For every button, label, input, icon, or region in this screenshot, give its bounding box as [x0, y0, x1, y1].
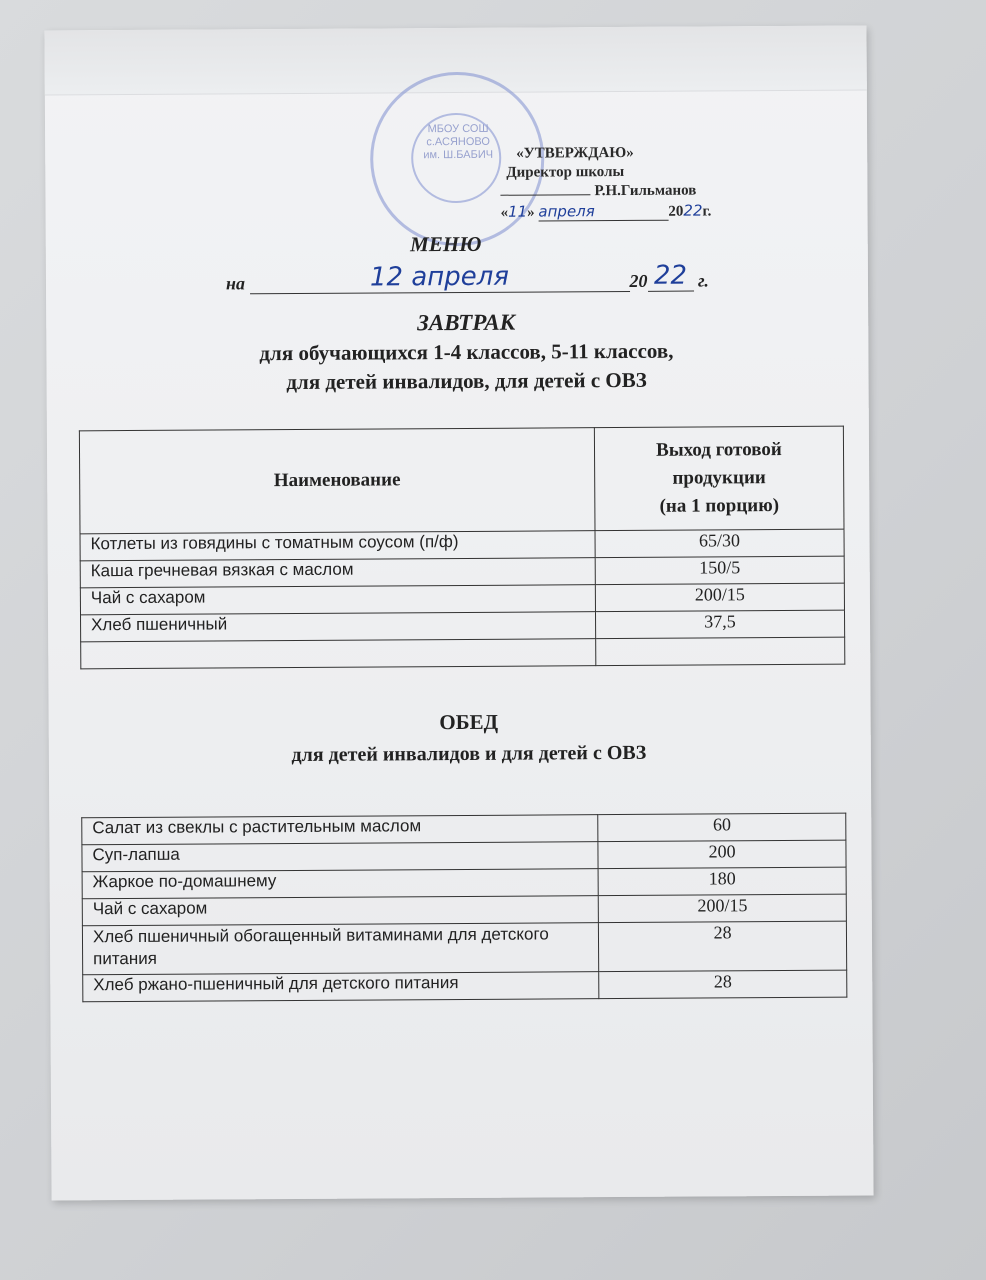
signature-blank	[500, 194, 590, 196]
breakfast-header-row	[79, 426, 844, 534]
breakfast-table	[79, 426, 845, 670]
approval-day-handwritten: 11	[507, 202, 528, 221]
empty-cell	[596, 637, 845, 666]
header-output	[594, 426, 844, 531]
stamp-text: МБОУ СОШ с.АСЯНОВО им. Ш.БАБИЧ	[423, 122, 494, 162]
approval-block	[500, 144, 800, 222]
breakfast-subtitle-2: для детей инвалидов, для детей с ОВЗ	[286, 367, 647, 395]
header-output-line-2: продукции	[672, 467, 766, 489]
menu-year-handwritten: 22	[647, 261, 693, 292]
dish-name: Чай с сахаром	[82, 896, 598, 926]
menu-date-line	[226, 260, 709, 294]
approval-position: Директор школы	[506, 163, 625, 181]
document-sheet	[44, 26, 873, 1201]
menu-on-label: на	[225, 273, 246, 294]
approval-date-open: «	[500, 204, 509, 221]
dish-output: 37,5	[595, 610, 844, 639]
table-row-empty	[81, 637, 845, 669]
dish-name: Котлеты из говядины с томатным соусом (п/ф)	[80, 531, 595, 561]
header-output-line-1: Выход готовой	[656, 439, 782, 461]
menu-date-handwritten: 12 апреля	[249, 261, 629, 294]
dish-output: 65/30	[595, 529, 844, 558]
dish-output: 28	[599, 970, 847, 999]
header-name: Наименование	[79, 428, 595, 534]
dish-output: 200/15	[599, 894, 847, 923]
dish-name: Суп-лапша	[82, 842, 598, 872]
dish-name: Хлеб пшеничный обогащенный витаминами для детского питания	[82, 923, 599, 975]
dish-name: Салат из свеклы с растительным маслом	[82, 815, 598, 845]
breakfast-subtitle-1: для обучающихся 1-4 классов, 5-11 классов,	[259, 338, 674, 366]
dish-name: Хлеб пшеничный	[81, 612, 596, 642]
approval-date	[500, 201, 800, 222]
table-row	[82, 921, 846, 975]
header-output-line-3: (на 1 порцию)	[659, 495, 780, 517]
dish-name: Каша гречневая вязкая с маслом	[80, 558, 595, 588]
breakfast-title: ЗАВТРАК	[417, 309, 516, 336]
dish-output: 28	[599, 921, 847, 972]
dish-output: 150/5	[595, 556, 844, 585]
table-row	[83, 970, 847, 1002]
dish-output: 60	[598, 813, 846, 842]
approval-signature-line	[500, 182, 800, 203]
approval-date-close: »	[527, 204, 535, 221]
director-name: Р.Н.Гильманов	[594, 182, 697, 200]
approval-title: «УТВЕРЖДАЮ»	[516, 144, 634, 162]
dish-output: 200	[598, 840, 846, 869]
dish-name: Жаркое по-домашнему	[82, 869, 598, 899]
approval-month-handwritten: апреля	[538, 202, 668, 222]
lunch-subtitle: для детей инвалидов и для детей с ОВЗ	[291, 741, 647, 767]
dish-name: Хлеб ржано-пшеничный для детского питания	[83, 972, 599, 1002]
approval-year-suffix: г.	[702, 203, 712, 220]
empty-cell	[81, 639, 596, 669]
lunch-table	[81, 813, 847, 1003]
menu-title: МЕНЮ	[410, 231, 482, 257]
approval-year-prefix: 20	[668, 203, 684, 220]
approval-year-handwritten: 22	[683, 201, 703, 220]
dish-output: 180	[598, 867, 846, 896]
menu-year-prefix: 20	[629, 270, 648, 291]
lunch-title: ОБЕД	[439, 709, 499, 735]
dish-output: 200/15	[595, 583, 844, 612]
menu-year-suffix: г.	[697, 270, 709, 291]
dish-name: Чай с сахаром	[80, 585, 595, 615]
